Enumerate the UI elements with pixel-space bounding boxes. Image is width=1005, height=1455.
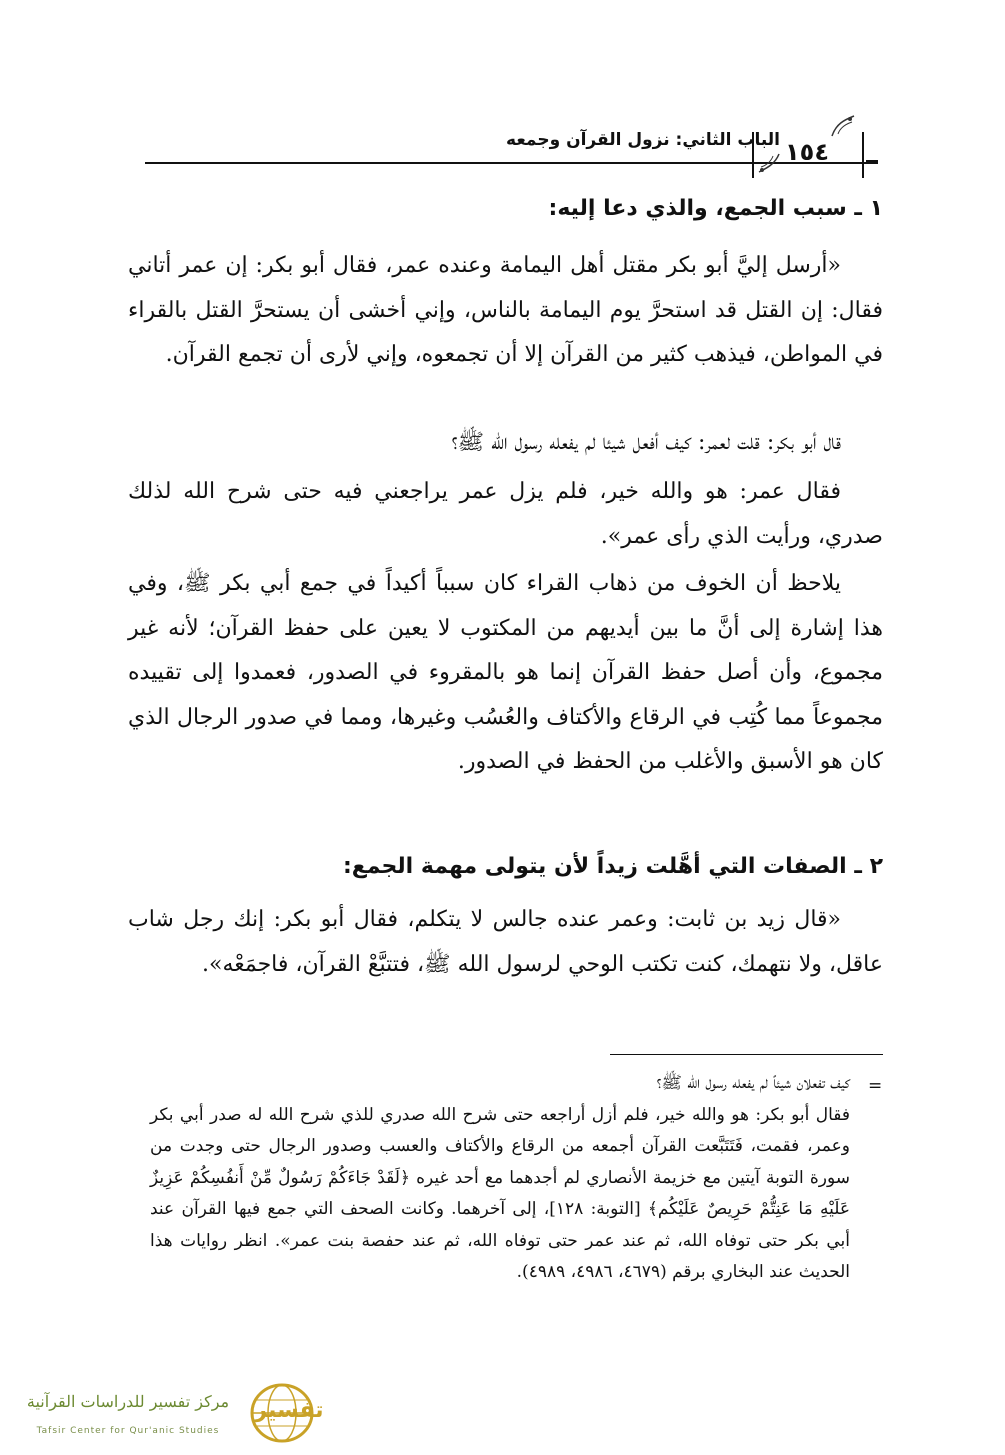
paragraph: قال أبو بكر: قلت لعمر: كيف أفعل شيئا لم يفعله رسول الله ﷺ؟ (451, 430, 841, 455)
section-heading-1: ١ ـ سبب الجمع، والذي دعا إليه: (548, 196, 883, 221)
footnote-line: فقال أبو بكر: هو والله خير، فلم أزل أراجعه حتى شرح الله صدري للذي شرح الله له صدر أبي بكر وعمر، فقمت، فَتَتَبَّعت القرآن أجمعه من الرقاع والأكتاف والعسب وصدور الرجال حتى وجدت من سورة التوبة آيتين مع خزيمة الأنصاري لم أجدهما مع أحد غيره ﴿لَقَدْ جَاءَكُمْ رَسُولٌ مِّنْ أَنفُسِكُمْ عَزِيزٌ عَلَيْهِ مَا عَنِتُّمْ حَرِيصٌ عَلَيْكُم﴾ [التوبة: ١٢٨]، إلى آخرهما. وكانت الصحف التي جمع فيها القرآن عند أبي بكر حتى توفاه الله، ثم عند عمر حتى توفاه الله، ثم عند حفصة بنت عمر». انظر روايات هذا الحديث عند البخاري برقم (٤٦٧٩، ٤٩٨٦، ٤٩٨٩). (150, 1104, 850, 1282)
footnote-separator (610, 1054, 883, 1055)
ornament-icon (757, 152, 781, 174)
section-heading-2: ٢ ـ الصفات التي أهَّلت زيداً لأن يتولى مهمة الجمع: (342, 854, 883, 879)
footnote-continuation-marker: = (868, 1076, 883, 1096)
chapter-title: الباب الثاني: نزول القرآن وجمعه (506, 130, 780, 150)
logo-arabic-name: مركز تفسير للدراسات القرآنية (26, 1392, 230, 1411)
header-dash (866, 160, 878, 162)
section-2-body (128, 898, 883, 987)
paragraph: فقال عمر: هو والله خير، فلم يزل عمر يراجعني فيه حتى شرح الله لذلك صدري، ورأيت الذي رأى عمر». (128, 479, 883, 549)
section-1-body (128, 562, 883, 785)
section-1-body (128, 244, 883, 378)
section-1-body (128, 421, 883, 466)
ornament-icon (830, 114, 856, 138)
paragraph: «قال زيد بن ثابت: وعمر عنده جالس لا يتكلم، فقال أبو بكر: إنك رجل شاب عاقل، ولا نتهمك، كنت تكتب الوحي لرسول الله ﷺ، فتتبَّعْ القرآن، فاجمَعْه». (128, 907, 883, 977)
logo-english-name: Tafsir Center for Qur'anic Studies (36, 1426, 220, 1436)
footnotes (150, 1068, 850, 1289)
footnote-line: كيف تفعلان شيئاً لم يفعله رسول الله ﷺ؟ (656, 1073, 850, 1093)
paragraph: يلاحظ أن الخوف من ذهاب القراء كان سبباً أكيداً في جمع أبي بكر ﷺ، وفي هذا إشارة إلى أنَّ ما بين أيديهم من المكتوب لا يعين على حفظ القرآن؛ لأنه غير مجموع، وأن أصل حفظ القرآن إنما هو بالمقروء في الصدور، فعمدوا إلى تقييده مجموعاً مما كُتِب في الرقاع والأكتاف والعُسُب وغيرها، ومما في صدور الرجال الذي كان هو الأسبق والأغلب من الحفظ في الصدور. (128, 571, 883, 774)
section-1-body (128, 470, 883, 559)
paragraph: «أرسل إليَّ أبو بكر مقتل أهل اليمامة وعنده عمر، فقال أبو بكر: إن عمر أتاني فقال: إن القتل قد استحرَّ يوم اليمامة بالناس، وإني أخشى أن يستحرَّ القتل بالقراء في المواطن، فيذهب كثير من القرآن إلا أن تجمعوه، وإني لأرى أن تجمع القرآن. (128, 253, 883, 367)
page-number: ١٥٤ (785, 138, 829, 166)
logo-mark-text: تفسير (254, 1398, 324, 1423)
